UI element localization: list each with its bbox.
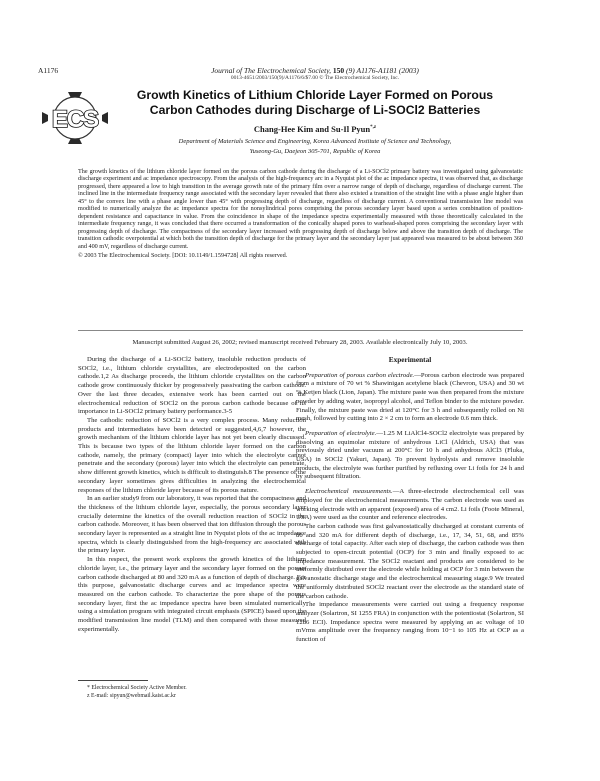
intro-paragraph-3: In an earlier study9 from our laboratory, it was reported that the compactness and the thickness of the lithium chloride layer, especially, the porous secondary layer crucially determine the kinetics of the overall reduction reaction of SOCl2 in the carbon cathode. Moreover, it has been observed that ion diffusion through the porous secondary layer is represented as a straight line in Nyquist plots of the ac impedance spectra, which is clearly distinguished from the high-frequency arc associated with the primary layer. bbox=[78, 495, 306, 555]
journal-citation bbox=[165, 66, 465, 75]
exp-paragraph-measurements bbox=[296, 488, 524, 523]
abstract-divider bbox=[78, 330, 523, 331]
text-electrolyte: —1.25 M LiAlCl4-SOCl2 electrolyte was prepared by dissolving an equimolar mixture of anhydrous LiCl (Aldrich, USA) that was previously dried under vacuum at 200°C for 10 h and anhydrous AlCl3 (Fluka, USA) in SOCl2 (Yakuri, Japan). To prevent hydrolysis and remove insoluble products, the electrolyte was further purified by refluxing over Li foils for 24 h and by subsequent filtration. bbox=[296, 429, 524, 481]
journal-issue-pages: (9) A1176-A1181 (2003) bbox=[346, 66, 419, 75]
left-column bbox=[78, 356, 306, 635]
ecs-logo bbox=[40, 90, 110, 146]
affiliation bbox=[125, 137, 505, 156]
author-names: Chang-Hee Kim and Su-Il Pyun bbox=[253, 124, 371, 134]
exp-paragraph-discharge: The carbon cathode was first galvanostatically discharged at constant currents of 80 and 320 mA for different depth of discharge, i.e., 17, 34, 51, 68, and 85% discharge of total capacity. After each step of discharge, the carbon cathode was then subjected to open-circuit potential (OCP) for 3 min and finally exposed to ac impedance measurement. The SOCl2 reactant and products are considered to be uniformly distributed over the electrode while holding at OCP for 3 min between the galvanostatic discharge stage and the electrochemical measuring stage.9 We treated the uniformly distributed SOCl2 reactant over the electrode as the standard state of the carbon cathode. bbox=[296, 522, 524, 600]
affiliation-line-1: Department of Materials Science and Engineering, Korea Advanced Institute of Science and Technology, bbox=[178, 138, 452, 145]
runin-electrode: Preparation of porous carbon electrode. bbox=[305, 371, 415, 379]
affiliation-line-2: Yuseong-Gu, Daejeon 305-701, Republic of Korea bbox=[249, 147, 381, 155]
abstract-copyright: © 2003 The Electrochemical Society. [DOI: 10.1149/1.1594728] All rights reserved. bbox=[78, 251, 288, 259]
abstract bbox=[78, 168, 523, 259]
footnotes bbox=[78, 684, 306, 700]
journal-name: Journal of The Electrochemical Society, bbox=[211, 66, 331, 75]
section-heading-experimental: Experimental bbox=[388, 355, 432, 364]
intro-paragraph-1: During the discharge of a Li-SOCl2 battery, insoluble reduction products of SOCl2, i.e., lithium chloride crystallites, are electrodeposited on the carbon cathode.1,2 As discharge proceeds, the lithium chloride crystallites on the carbon cathode grow continuously thicker by progressively passivating the carbon cathode. Over the last three decades, extensive work has been carried out on the electrochemical reduction of SOCl2 on the porous carbon cathode because of its importance in Li-SOCl2 primary battery performance.3-5 bbox=[78, 356, 306, 416]
page-number: A1176 bbox=[38, 66, 59, 75]
manuscript-dates: Manuscript submitted August 26, 2002; revised manuscript received February 28, 2003. Available electronically July 10, 2003. bbox=[132, 339, 468, 346]
intro-paragraph-4: In this respect, the present work explores the growth kinetics of the lithium chloride layer, i.e., the primary layer and the secondary layer formed on the porous carbon cathode discharged at 80 and 320 mA as a function of depth of discharge. For this purpose, galvanostatic discharge curves and ac impedance spectra were measured on the carbon cathode. To characterize the pore shape of the porous secondary layer, first the ac impedance spectra have been simulated numerically using a simulation program with integrated circuit emphasis (SPICE) based upon the modified transmission line model (TLM) and then compared with those measured experimentally. bbox=[78, 556, 306, 633]
text-electrode: —Porous carbon electrode was prepared from a mixture of 70 wt % Shawinigan acetylene black (Chevron, USA) and 30 wt % Ketjen black (Lion, Japan). The mixture paste was then prepared from the mixture powder by adding water, isopropyl alcohol, and Teflon binder to the mixture powder. Finally, the mixture paste was dried at 120°C for 3 h and subsequently rolled on Ni mesh, followed by cutting into 2 × 2 cm to form an electrode 0.6 mm thick. bbox=[296, 371, 524, 423]
issn-line: 0013-4651/2003/150(9)/A1176/6/$7.00 © The Electrochemical Society, Inc. bbox=[230, 75, 400, 81]
runin-electrolyte: Preparation of electrolyte. bbox=[305, 429, 377, 437]
text-measurements: —A three-electrode electrochemical cell was employed for the electrochemical measurements. The carbon electrode was used as working electrode with an apparent (exposed) area of 4 cm2. Li foils (Foote Mineral, USA) were used as the counter and reference electrodes. bbox=[296, 488, 524, 522]
exp-paragraph-impedance: The impedance measurements were carried out using a frequency response analyzer (Solartron, SI 1255 FRA) in conjunction with the potentiostat (Solartron, SI 1286 ECI). Impedance spectra were measured by applying an ac voltage of 10 mVrms amplitude over the frequency ranging from 10−1 to 105 Hz at OCP as a function of bbox=[296, 601, 524, 644]
footnote-member: * Electrochemical Society Active Member. bbox=[87, 685, 187, 691]
exp-paragraph-electrode bbox=[296, 372, 524, 424]
abstract-text: The growth kinetics of the lithium chloride layer formed on the porous carbon cathode during the discharge of a Li-SOCl2 primary battery was investigated using galvanostatic discharge experiment and ac impedance spectroscopy. From the analysis of the high-frequency arc in a Nyquist plot of the ac impedance spectra, it was observed that, as discharge progressed, there appeared a low to high transition in the average growth rate of the primary film over a narrow range of depth of discharge, regardless of discharge current. The inclined line in the intermediate frequency range associated with the secondary layer revealed that there also existed a transition of the straight line with a phase angle higher than 45° to the convex line with a phase angle lower than 45° with progressing depth of discharge, regardless of discharge current. A conventional transmission line model was modified to numerically analyze the ac impedance spectra for the nonsylindrical pores comprising the porous secondary layer based upon a series combination of position-dependent resistance and capacitance in value. From the coincidence in shape of the impedance spectra experimentally measured with those theoretically calculated in the intermediate frequency range, it was concluded that there occurred a transformation of the conically shaped pores to warhead-shaped pores comprising the secondary layer with progressing depth of discharge. The compactness of the secondary layer increased with progressing depth of discharge below and above the transition depth of discharge. The transition cathodic overpotential at which both the transition depth of discharge for the primary layer and the secondary layer just appeared was measured to be about between 360 and 400 mV, regardless of discharge current. bbox=[78, 168, 523, 250]
exp-paragraph-electrolyte bbox=[296, 430, 524, 482]
authors bbox=[125, 124, 505, 134]
runin-measurements: Electrochemical measurements. bbox=[305, 488, 393, 496]
journal-volume: 150 bbox=[332, 66, 345, 75]
author-footnote-marker: *,z bbox=[370, 125, 377, 131]
footnote-divider bbox=[78, 680, 148, 681]
right-column bbox=[296, 356, 524, 645]
intro-paragraph-2: The cathodic reduction of SOCl2 is a very complex process. Many reduction products and intermediates have been detected or suggested,4,6,7 however, the growth mechanism of the lithium chloride layer has not yet been clearly discussed. This is because two types of the lithium chloride layer formed on the carbon cathode, namely, the primary (compact) layer into which the electrolyte cannot penetrate and the secondary (porous) layer into which the electrolyte can penetrate, show different growth kinetics, which is difficult to distinguish.8 The presence of the secondary layer sometimes gives difficulties in analyzing the electrochemical responses of the lithium chloride layer because of its porous nature. bbox=[78, 416, 306, 494]
article-title: Growth Kinetics of Lithium Chloride Layer Formed on Porous Carbon Cathodes during Discharge of Li-SOCl2 Batteries bbox=[136, 88, 494, 117]
ecs-logo-text: ECS bbox=[51, 106, 99, 133]
footnote-email: z E-mail: sipyun@webmail.kaist.ac.kr bbox=[87, 693, 176, 699]
